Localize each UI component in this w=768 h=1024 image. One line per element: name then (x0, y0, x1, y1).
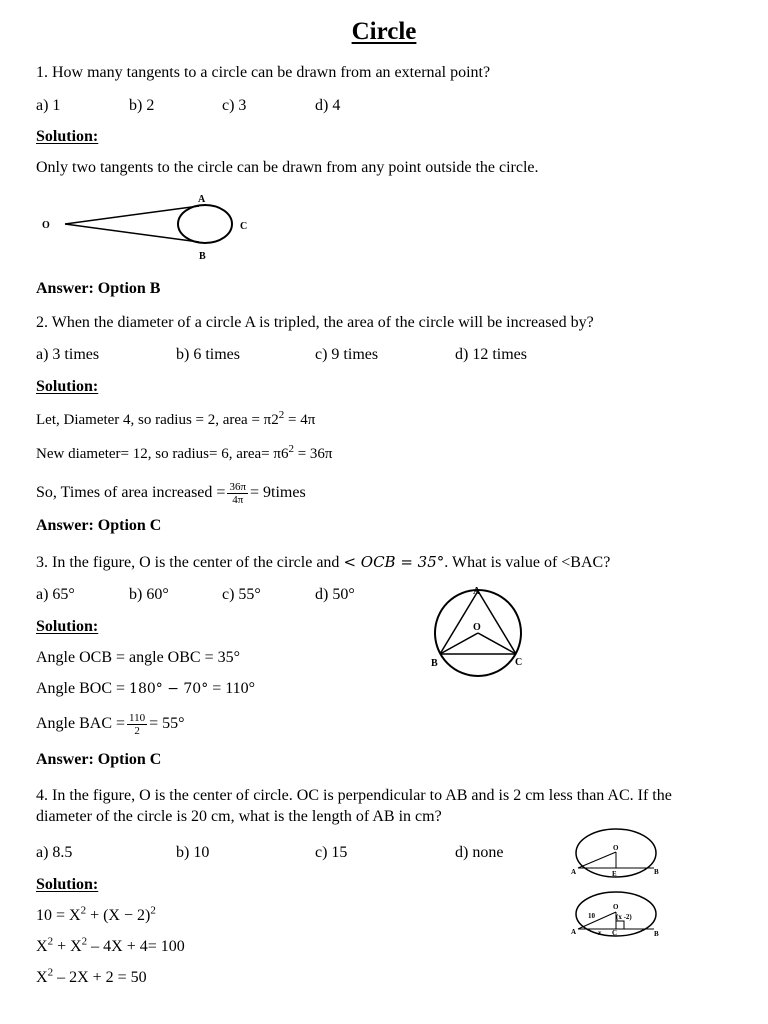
q3-circle-figure (428, 585, 538, 670)
q1-option-b: b) 2 (129, 97, 155, 114)
q2-answer: Answer: Option C (36, 517, 162, 534)
q3-solution-line-2: Angle BOC = 180° − 70° = 110° (36, 680, 256, 697)
q1-label-o: O (42, 220, 50, 231)
q2-solution-line-1: Let, Diameter 4, so radius = 2, area = $\pi 2^2 = 4\pi$ (36, 409, 316, 428)
q3-question: 3. In the figure, O is the center of the circle and < OCB = 35°. What is value of <BAC? (36, 553, 611, 571)
q3-answer: Answer: Option C (36, 751, 162, 768)
q3-label-a: A (473, 586, 481, 597)
q3-label-o: O (473, 622, 481, 633)
q4-option-a: a) 8.5 (36, 844, 73, 861)
q4-solution-line-1: $10 = X^2 + (X - 2)^2$ (36, 904, 156, 924)
q1-solution-label: Solution: (36, 128, 99, 145)
q4-fig1-segment-ao (578, 852, 616, 868)
q2-option-c: c) 9 times (315, 346, 379, 363)
q2-option-d: d) 12 times (455, 346, 527, 363)
q4-fig2-label-c: C (612, 929, 618, 937)
q3-solution-label: Solution: (36, 618, 99, 635)
q1-option-c: c) 3 (222, 97, 247, 114)
q4-fig2-label-o: O (613, 903, 619, 911)
q4-fig1-label-a: A (571, 868, 577, 876)
q4-figure-1 (568, 826, 668, 881)
q1-label-a: A (198, 194, 206, 205)
q3-label-b: B (431, 658, 438, 669)
q3-solution-line-1: Angle OCB = angle OBC = 35° (36, 649, 240, 666)
q1-answer: Answer: Option B (36, 280, 161, 297)
q4-option-b: b) 10 (176, 844, 210, 861)
q4-fig2-label-xm2: (x -2) (616, 913, 632, 921)
q4-fig2-label-b: B (654, 930, 659, 938)
q3-option-d: d) 50° (315, 586, 355, 603)
q3-fraction: $\frac{110}{2}$ (129, 711, 146, 737)
q3-option-c: c) 55° (222, 586, 261, 603)
q1-option-a: a) 1 (36, 97, 61, 114)
q4-fig1-label-o: O (613, 844, 619, 852)
q1-tangent-figure (36, 190, 266, 265)
q4-figure-2 (568, 888, 668, 943)
q3-option-a: a) 65° (36, 586, 75, 603)
q3-solution-line-3: Angle BAC = $\frac{110}{2}$ = 55° (36, 711, 185, 737)
q2-fraction: $\frac{36\pi}{4\pi}$ (229, 480, 246, 506)
q4-solution-line-3: $X^2 - 2X + 2 = 50$ (36, 966, 147, 986)
q4-solution-line-2: $X^2 + X^2 - 4X + 4= 100$ (36, 935, 185, 955)
q1-circle (178, 205, 232, 243)
page-title: Circle (351, 18, 417, 45)
q1-option-d: d) 4 (315, 97, 341, 114)
q4-option-c: c) 15 (315, 844, 348, 861)
q4-fig2-label-a: A (571, 928, 577, 936)
q4-fig2-segment-ao (578, 912, 616, 929)
q2-solution-label: Solution: (36, 378, 99, 395)
q4-question-line-2: diameter of the circle is 20 cm, what is the length of AB in cm? (36, 808, 442, 825)
q4-solution-label: Solution: (36, 876, 99, 893)
q3-chord-ac (478, 591, 516, 654)
q4-fig2-label-x: x (598, 929, 602, 937)
q2-option-b: b) 6 times (176, 346, 240, 363)
q1-label-c: C (240, 221, 248, 232)
q1-solution-text: Only two tangents to the circle can be drawn from any point outside the circle. (36, 159, 539, 176)
q3-label-c: C (515, 657, 523, 668)
q4-fig1-label-e: E (612, 870, 617, 878)
q4-question-line-1: 4. In the figure, O is the center of circle. OC is perpendicular to AB and is 2 cm less than AC. If the (36, 787, 672, 804)
q1-question: 1. How many tangents to a circle can be drawn from an external point? (36, 64, 491, 81)
q4-fig2-right-angle (616, 921, 624, 929)
q2-question: 2. When the diameter of a circle A is tripled, the area of the circle will be increased by? (36, 314, 594, 331)
q2-solution-line-3: So, Times of area increased = $\frac{36\pi}{4\pi}$ = 9times (36, 480, 306, 506)
q4-option-d: d) none (455, 844, 504, 861)
q3-option-b: b) 60° (129, 586, 169, 603)
q2-option-a: a) 3 times (36, 346, 100, 363)
q4-fig2-label-10: 10 (588, 912, 595, 920)
q1-label-b: B (199, 251, 206, 262)
q4-fig1-label-b: B (654, 868, 659, 876)
q2-solution-line-2: New diameter= 12, so radius= 6, area= $\pi 6^2 = 36\pi$ (36, 443, 333, 462)
